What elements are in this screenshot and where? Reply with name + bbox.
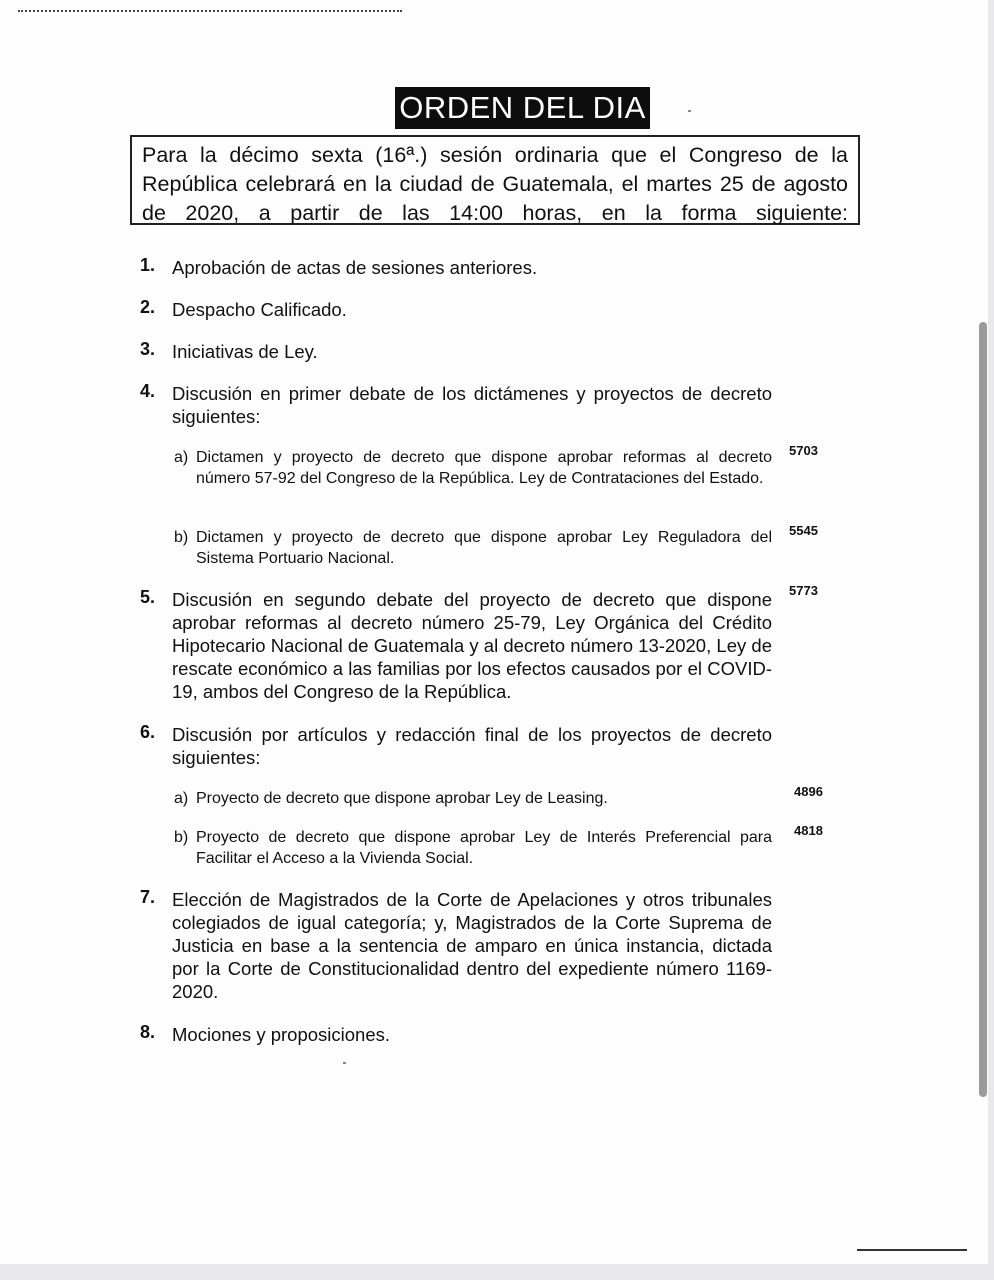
subitem-label: b): [174, 529, 189, 546]
item-number: 3.: [140, 339, 156, 359]
subitem-label: b): [174, 829, 189, 846]
scan-speck: [688, 110, 691, 112]
subitem-text: Proyecto de decreto que dispone aprobar Ley de Leasing.: [196, 790, 608, 807]
item-text: Discusión en segundo debate del proyecto de decreto que dispone aprobar reformas al decreto número 25-79, Ley Orgánica del Crédito Hipotecario Nacional de Guatemala y al decreto número 13-2020, Ley de rescate económico a las familias por los efectos causados por el COVID-19, ambos del Congreso de la República.: [172, 589, 772, 702]
item-text: Discusión por artículos y redacción final de los proyectos de decreto siguientes:: [172, 724, 772, 768]
initiative-code: 4896: [794, 784, 823, 799]
initiative-code: 4818: [794, 823, 823, 838]
item-text: Elección de Magistrados de la Corte de Apelaciones y otros tribunales colegiados de igual categoría; y, Magistrados de la Corte Suprema de Justicia en base a la sentencia de amparo en única instancia, dictada por la Corte de Constitucionalidad dentro del expediente número 1169-2020.: [172, 889, 772, 1002]
item-number: 8.: [140, 1022, 156, 1042]
initiative-code: 5703: [789, 443, 818, 458]
subitem-text: Proyecto de decreto que dispone aprobar Ley de Interés Preferencial para Facilitar el Acceso a la Vivienda Social.: [196, 829, 772, 867]
item-number: 7.: [140, 887, 156, 907]
subitem-label: a): [174, 449, 189, 466]
item-text: Discusión en primer debate de los dictámenes y proyectos de decreto siguientes:: [172, 383, 772, 427]
initiative-code: 5545: [789, 523, 818, 538]
vertical-scrollbar[interactable]: [979, 322, 987, 1097]
subitem-text: Dictamen y proyecto de decreto que dispone aprobar Ley Reguladora del Sistema Portuario Nacional.: [196, 529, 772, 567]
item-text: Iniciativas de Ley.: [172, 341, 318, 362]
item-number: 1.: [140, 255, 156, 275]
item-text: Aprobación de actas de sesiones anteriores.: [172, 257, 538, 278]
scan-speck: [343, 1062, 346, 1064]
item-number: 4.: [140, 381, 156, 401]
subitem-label: a): [174, 790, 189, 807]
item-text: Despacho Calificado.: [172, 299, 347, 320]
item-text: Mociones y proposiciones.: [172, 1024, 390, 1045]
item-number: 2.: [140, 297, 156, 317]
bottom-rule: [857, 1249, 967, 1251]
intro-box: Para la décimo sexta (16ª.) sesión ordinaria que el Congreso de la República celebrará en la ciudad de Guatemala, el martes 25 de agosto de 2020, a partir de las 14:00 horas, en la forma siguiente:: [130, 135, 860, 225]
document-title: ORDEN DEL DIA: [395, 87, 650, 129]
initiative-code: 5773: [789, 583, 818, 598]
subitem-text: Dictamen y proyecto de decreto que dispone aprobar reformas al decreto número 57-92 del Congreso de la República. Ley de Contrataciones del Estado.: [196, 449, 772, 487]
item-number: 6.: [140, 722, 156, 742]
top-dotted-line: [18, 10, 402, 16]
item-number: 5.: [140, 587, 156, 607]
